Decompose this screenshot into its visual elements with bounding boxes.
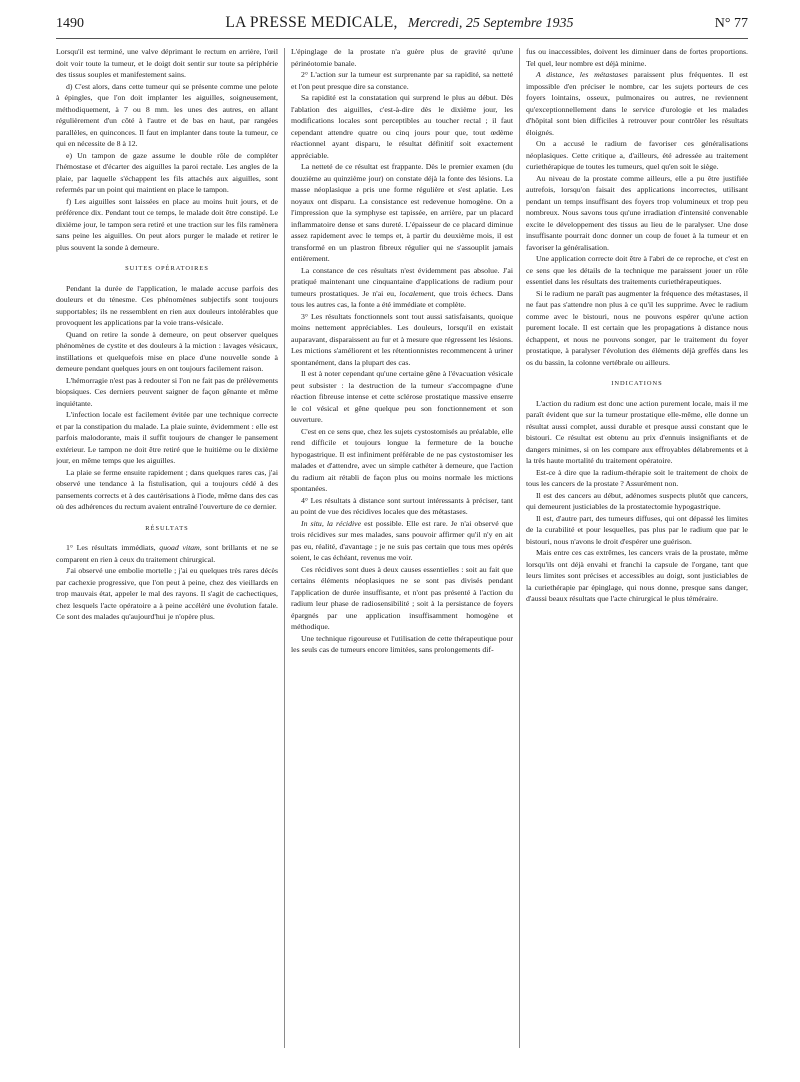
- paragraph: L'action du radium est donc une action purement locale, mais il me paraît évident que sur la tumeur prostatique elle-même, elle donne un résultat aussi complet, aussi durable et presque aussi constant que le bistouri. Ce résultat est obtenu au prix d'ennuis insignifiants et de dangers minimes, si on les compare aux effroyables délabrements et à la très haute mortalité du traitement opératoire.: [526, 398, 748, 465]
- paragraph: [291, 518, 513, 564]
- paragraph: C'est en ce sens que, chez les sujets cystostomisés au préalable, elle rend difficile et toujours longue la fermeture de la bouche hypogastrique. Il est infiniment préférable de ne pas cystostomiser les malades et d'attendre, avec un simple cathéter à demeure, que l'action du radium ait rétabli de façon plus ou moins normale les mictions spontanées.: [291, 426, 513, 493]
- text-run: que trois échecs. Dans tous les autres cas, la fonte a été immédiate et complète.: [291, 288, 513, 309]
- paragraph: [291, 265, 513, 311]
- paragraph: Si le radium ne paraît pas augmenter la fréquence des métastases, il ne faut pas s'attendre non plus à ce qu'il les supprime. Avec le radium comme avec le bistouri, nous ne pouvons espérer qu'une action purement locale. Il est certain que les propagations à distance nous échappent, et nous ne pouvons songer, par le traitement du foyer prostatique, à paralyser l'évolution des éléments déjà greffés dans les os du bassin, la colonne vertébrale ou ailleurs.: [526, 288, 748, 367]
- italic-text: quoad vitam,: [159, 543, 202, 552]
- paragraph: e) Un tampon de gaze assume le double rôle de compléter l'hémostase et d'écarter des aiguilles la paroi rectale. Les angles de la plaie, par laquelle s'échappent les fils attachés aux aiguilles, sont refermés par un point qui maintient en place le tampon.: [56, 150, 278, 194]
- paragraph: On a accusé le radium de favoriser ces généralisations néoplasiques. Cette critique a, d'ailleurs, été adressée au traitement curiethérapique de toutes les tumeurs, quel qu'en soit le siège.: [526, 139, 748, 171]
- running-header: [56, 14, 748, 39]
- paragraph: Au niveau de la prostate comme ailleurs, elle a pu être justifiée autrefois, lorsqu'on faisait des applications incorrectes, utilisant pendant un temps insuffisant des foyers trop volumineux et trop peu nombreux. Nous savons tous qu'une irradiation d'intensité convenable excite le développement des tissus au lieu de le paralyser. Une dose insuffisante pourrait donc donner un coup de fouet à la tumeur et en favoriser la généralisation.: [526, 173, 748, 252]
- paragraph: La netteté de ce résultat est frappante. Dès le premier examen (du douzième au quinzième jour) on constate déjà la fonte des lésions. La masse néoplasique a pris une forme régulière et s'est aplatie. Les noyaux ont disparu. La consistance est redevenue homogène. On a l'impression que la symphyse est tapissée, en arrière, par un placard inflammatoire dense et sans dureté. L'épaisseur de ce placard diminue assez rapidement avec le temps et, à partir du deuxième mois, il est transformé en un plastron fibreux régulier qui ne s'assouplit jamais entièrement.: [291, 162, 513, 263]
- column-3: [526, 46, 748, 1056]
- paragraph: Quand on retire la sonde à demeure, on peut observer quelques phénomènes de cystite et des douleurs à la miction : lavages vésicaux, instillations et quelquefois mise en place d'une nouvelle sonde à demeure pendant quelques jours en ont toujours facilement raison.: [56, 329, 278, 373]
- paragraph: Pendant la durée de l'application, le malade accuse parfois des douleurs et du ténesme. Ces phénomènes subjectifs sont toujours supportables; ils ne ressemblent en rien aux douleurs intolérables que provoquent les applications par la voie trans-vésicale.: [56, 283, 278, 327]
- text-run: paraissent plus fréquentes. Il est impossible d'en préciser le nombre, car les sujets porteurs de ces foyers lointains, osseux, pulmonaires ou autres, ne reviennent qu'exceptionnellement dans le service d'urologie et les malades d'hôpital sont bien difficiles à retrouver pour contrôler les résultats éloignés.: [526, 70, 748, 137]
- paragraph: d) C'est alors, dans cette tumeur qui se présente comme une pelote à épingles, que l'on doit implanter les aiguilles, soigneusement, méthodiquement, à 7 ou 8 mm. les unes des autres, en allant régulièrement d'un côté à l'autre et de bas en haut, par rangées parallèles, en quinconces. Il faut en implanter dans toute la tumeur, ce qui en nécessite de 8 à 12.: [56, 81, 278, 148]
- section-heading-indications: INDICATIONS: [611, 380, 663, 387]
- italic-text: localement,: [399, 288, 436, 298]
- paragraph: Il est des cancers au début, adénomes suspects plutôt que cancers, qui demeurent justiciables de la prostatectomie hypogastrique.: [526, 490, 748, 511]
- page-number: 1490: [56, 16, 84, 31]
- paragraph: [56, 542, 278, 565]
- text-run: sont brillants et ne se comparent en rien à ceux du traitement chirurgical.: [56, 543, 278, 564]
- paragraph: Ces récidives sont dues à deux causes essentielles : soit au fait que certains éléments néoplasiques ne se sont pas divisés pendant l'application de durée insuffisante, et n'ont pas présenté à l'action du radium leur phase de radiosensibilité ; soit à la persistance de foyers épargnés par une application insuffisamment homogène et méthodique.: [291, 564, 513, 631]
- column-divider: [519, 48, 520, 1048]
- column-divider: [284, 48, 285, 1048]
- section-heading-suites: SUITES OPÉRATOIRES: [125, 265, 209, 272]
- paragraph: J'ai observé une embolie mortelle ; j'ai eu quelques très rares décès par cachexie progressive, que l'on peut à peine, chez des vieillards en trop mauvais état, appeler le mal des rayons. Il s'agit de cachectiques, chez lesquels l'acte opératoire a à peine accéléré une évolution fatale. Ce sont des malades qu'aujourd'hui je n'opère plus.: [56, 566, 278, 621]
- paragraph: Mais entre ces cas extrêmes, les cancers vrais de la prostate, même lorsqu'ils ont déjà envahi et franchi la capsule de l'organe, tant que leurs limites sont précises et accessibles au doigt, sont justiciables de la curiethérapie par épinglage, qui nous donne, presque sans danger, d'aussi beaux résultats que l'acte chirurgical le plus téméraire.: [526, 548, 748, 603]
- paragraph: L'hémorragie n'est pas à redouter si l'on ne fait pas de prélèvements biopsiques. Ces derniers peuvent saigner de façon gênante et même inquiétante.: [56, 375, 278, 408]
- text-run: 1° Les résultats immédiats,: [66, 543, 156, 552]
- paragraph: 4° Les résultats à distance sont surtout intéressants à préciser, tant au point de vue des récidives locales que des métastases.: [291, 495, 513, 516]
- article-columns: [56, 46, 748, 1066]
- journal-title: LA PRESSE MEDICALE,: [225, 14, 398, 31]
- issue-number: N° 77: [714, 16, 748, 31]
- paragraph: 3° Les résultats fonctionnels sont tout aussi satisfaisants, quoique moins nettement appréciables. Les douleurs, lorsqu'il en existait auparavant, disparaissent au fur et à mesure que régressent les lésions. Les mictions s'améliorent et les rétentionnistes recommencent à uriner spontanément, dans la plupart des cas.: [291, 311, 513, 367]
- paragraph: Une technique rigoureuse et l'utilisation de cette thérapeutique pour les seuls cas de tumeurs encore limitées, sans prolongements dif-: [291, 633, 513, 654]
- text-run: est possible. Elle est rare. Je n'ai observé que trois récidives sur mes malades, sans pouvoir affirmer qu'il n'y en ait pas eu, réalité, d'avantage ; je ne suis pas certain que tous mes opérés soient, le cas échéant, revenus me voir.: [291, 518, 513, 562]
- italic-text: In situ, la récidive: [301, 518, 362, 528]
- paragraph: Il est, d'autre part, des tumeurs diffuses, qui ont dépassé les limites de la curabilité et pour lesquelles, pas plus par le radium que par le bistouri, nous n'avons le droit d'espérer une guérison.: [526, 513, 748, 546]
- paragraph: Lorsqu'il est terminé, une valve déprimant le rectum en arrière, l'œil doit voir toute la tumeur, et le doigt doit sentir sur toute sa périphérie des tissus souples et manifestement sains.: [56, 47, 278, 79]
- journal-title-line: [225, 14, 573, 32]
- paragraph: L'épinglage de la prostate n'a guère plus de gravité qu'une périnéotomie banale.: [291, 47, 513, 68]
- paragraph: La plaie se ferme ensuite rapidement ; dans quelques rares cas, j'ai observé une tendance à la fistulisation, qui a toujours cédé à des pansements corrects et à des cautérisations à l'iode, même dans des cas où des adhérences du rectum avaient entraîné l'ouverture de ce dernier.: [56, 467, 278, 511]
- paragraph: L'infection locale est facilement évitée par une technique correcte et par la constipation du malade. La plaie suinte, évidemment : elle est parfois malodorante, mais il suffit toujours de changer le pansement extérieur. Le tampon ne doit être retiré que le huitième ou le dixième jour, en même temps que les aiguilles.: [56, 410, 278, 465]
- paragraph: Il est à noter cependant qu'une certaine gêne à l'évacuation vésicale peut subsister : la destruction de la tumeur s'accompagne d'une réaction fibreuse intense et cette sclérose prostatique massive enserre le col vésical et gêne quelque peu son fonctionnement et son ouverture.: [291, 369, 513, 424]
- issue-date: Mercredi, 25 Septembre 1935: [407, 16, 574, 31]
- column-1: [56, 46, 278, 1056]
- section-heading-resultats: RÉSULTATS: [145, 524, 189, 532]
- italic-text: A distance, les métastases: [536, 70, 628, 79]
- paragraph: f) Les aiguilles sont laissées en place au moins huit jours, et de préférence dix. Pendant tout ce temps, le malade doit être constipé. Le dixième jour, le tampon sera retiré et une traction sur les fils ramènera sans peine les aiguilles. On peut alors purger le malade et retirer le plus souvent la sonde à demeure.: [56, 196, 278, 252]
- paragraph: Une application correcte doit être à l'abri de ce reproche, et c'est en ce sens que les détails de la technique me paraissent jouer un rôle essentiel dans les résultats des traitements curiethérapeutiques.: [526, 254, 748, 286]
- paragraph: Sa rapidité est la constatation qui surprend le plus au début. Dès l'ablation des aiguilles, c'est-à-dire dès le dixième jour, les modifications locales sont perceptibles au toucher rectal ; il faut cependant attendre quatre ou cinq jours pour que, tout œdème réactionnel ayant disparu, le résultat définitif soit exactement appréciable.: [291, 93, 513, 160]
- column-2: [291, 46, 513, 1056]
- paragraph: [526, 69, 748, 138]
- paragraph: Est-ce à dire que la radium-thérapie soit le traitement de choix de tous les cancers de la prostate ? Assurément non.: [526, 467, 748, 488]
- paragraph: 2° L'action sur la tumeur est surprenante par sa rapidité, sa netteté et l'on peut presque dire sa constance.: [291, 70, 513, 91]
- text-run: La constance de ces résultats n'est évidemment pas absolue. J'ai pratiqué maintenant une cinquantaine d'applications de radium pour tumeurs prostatiques. Je n'ai eu,: [291, 265, 513, 298]
- paragraph: fus ou inaccessibles, doivent les diminuer dans de fortes proportions. Tel quel, leur nombre est déjà minime.: [526, 47, 748, 68]
